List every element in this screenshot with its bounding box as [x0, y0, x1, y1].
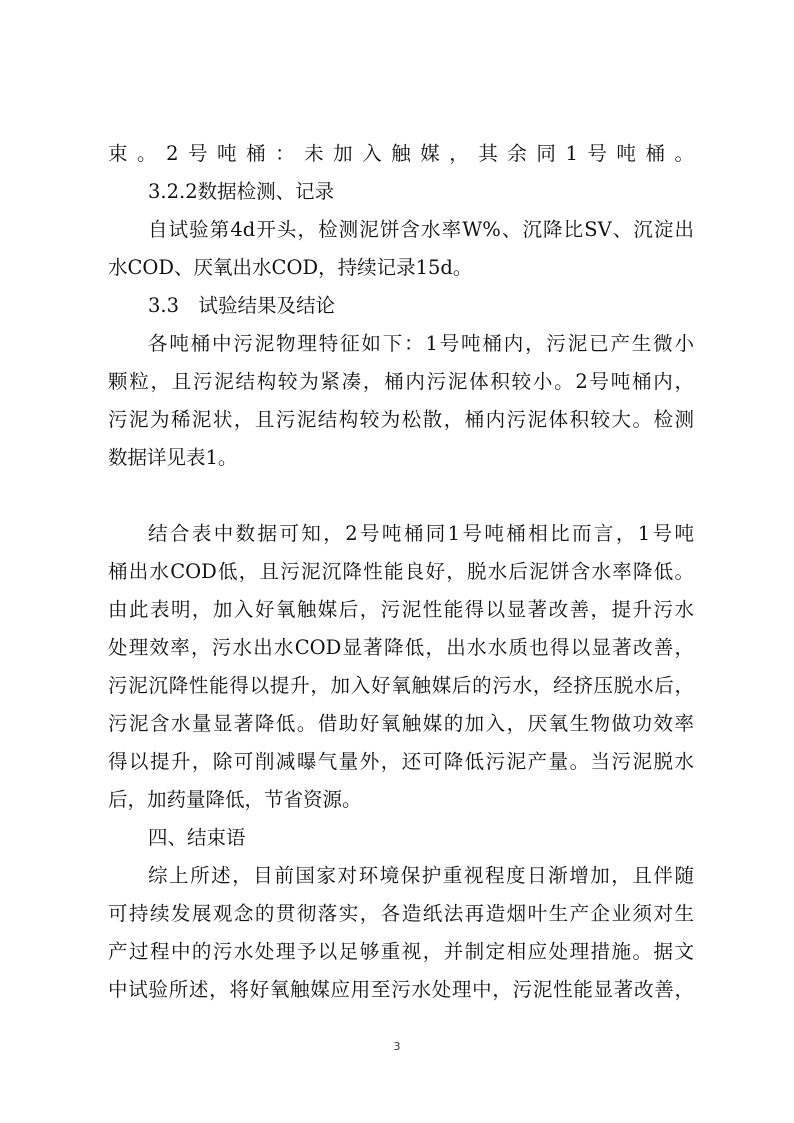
- page-number: 3: [393, 1040, 401, 1053]
- text-line: 自试验第4d开头，检测泥饼含水率W%、沉降比SV、沉淀出: [148, 218, 694, 241]
- text-line: 综上所述，目前国家对环境保护重视程度日渐增加，且伴随: [148, 864, 694, 887]
- text-line: 污泥含水量显著降低。借助好氧触媒的加入，厌氧生物做功效率: [108, 712, 694, 735]
- text-line: 可持续发展观念的贯彻落实，各造纸法再造烟叶生产企业须对生: [108, 902, 694, 925]
- text-line: 污泥为稀泥状，且污泥结构较为松散，桶内污泥体积较大。检测: [108, 408, 694, 431]
- text-line: 结合表中数据可知，2号吨桶同1号吨桶相比而言，1号吨: [148, 522, 694, 545]
- section-heading: 3.2.2数据检测、记录: [148, 180, 335, 203]
- text-line: 后，加药量降低，节省资源。: [108, 788, 362, 811]
- text-line: 由此表明，加入好氧触媒后，污泥性能得以显著改善，提升污水: [108, 598, 694, 621]
- text-line: 中试验所述，将好氧触媒应用至污水处理中，污泥性能显著改善，: [108, 978, 694, 1001]
- section-heading: 四、结束语: [148, 826, 246, 849]
- text-line: 产过程中的污水处理予以足够重视，并制定相应处理措施。据文: [108, 940, 694, 963]
- text-line: 束。2号吨桶：未加入触媒，其余同1号吨桶。: [108, 142, 694, 165]
- text-line: 数据详见表1。: [108, 446, 238, 469]
- text-line: 处理效率，污水出水COD显著降低，出水水质也得以显著改善，: [108, 636, 694, 659]
- text-line: 桶出水COD低，且污泥沉降性能良好，脱水后泥饼含水率降低。: [108, 560, 694, 583]
- text-line: 颗粒，且污泥结构较为紧凑，桶内污泥体积较小。2号吨桶内，: [108, 370, 694, 393]
- text-line: 水COD、厌氧出水COD，持续记录15d。: [108, 256, 473, 279]
- section-heading: 3.3 试验结果及结论: [148, 294, 336, 317]
- text-line: 得以提升，除可削减曝气量外，还可降低污泥产量。当污泥脱水: [108, 750, 694, 773]
- text-line: 各吨桶中污泥物理特征如下：1号吨桶内，污泥已产生微小: [148, 332, 694, 355]
- text-line: 污泥沉降性能得以提升，加入好氧触媒后的污水，经挤压脱水后，: [108, 674, 694, 697]
